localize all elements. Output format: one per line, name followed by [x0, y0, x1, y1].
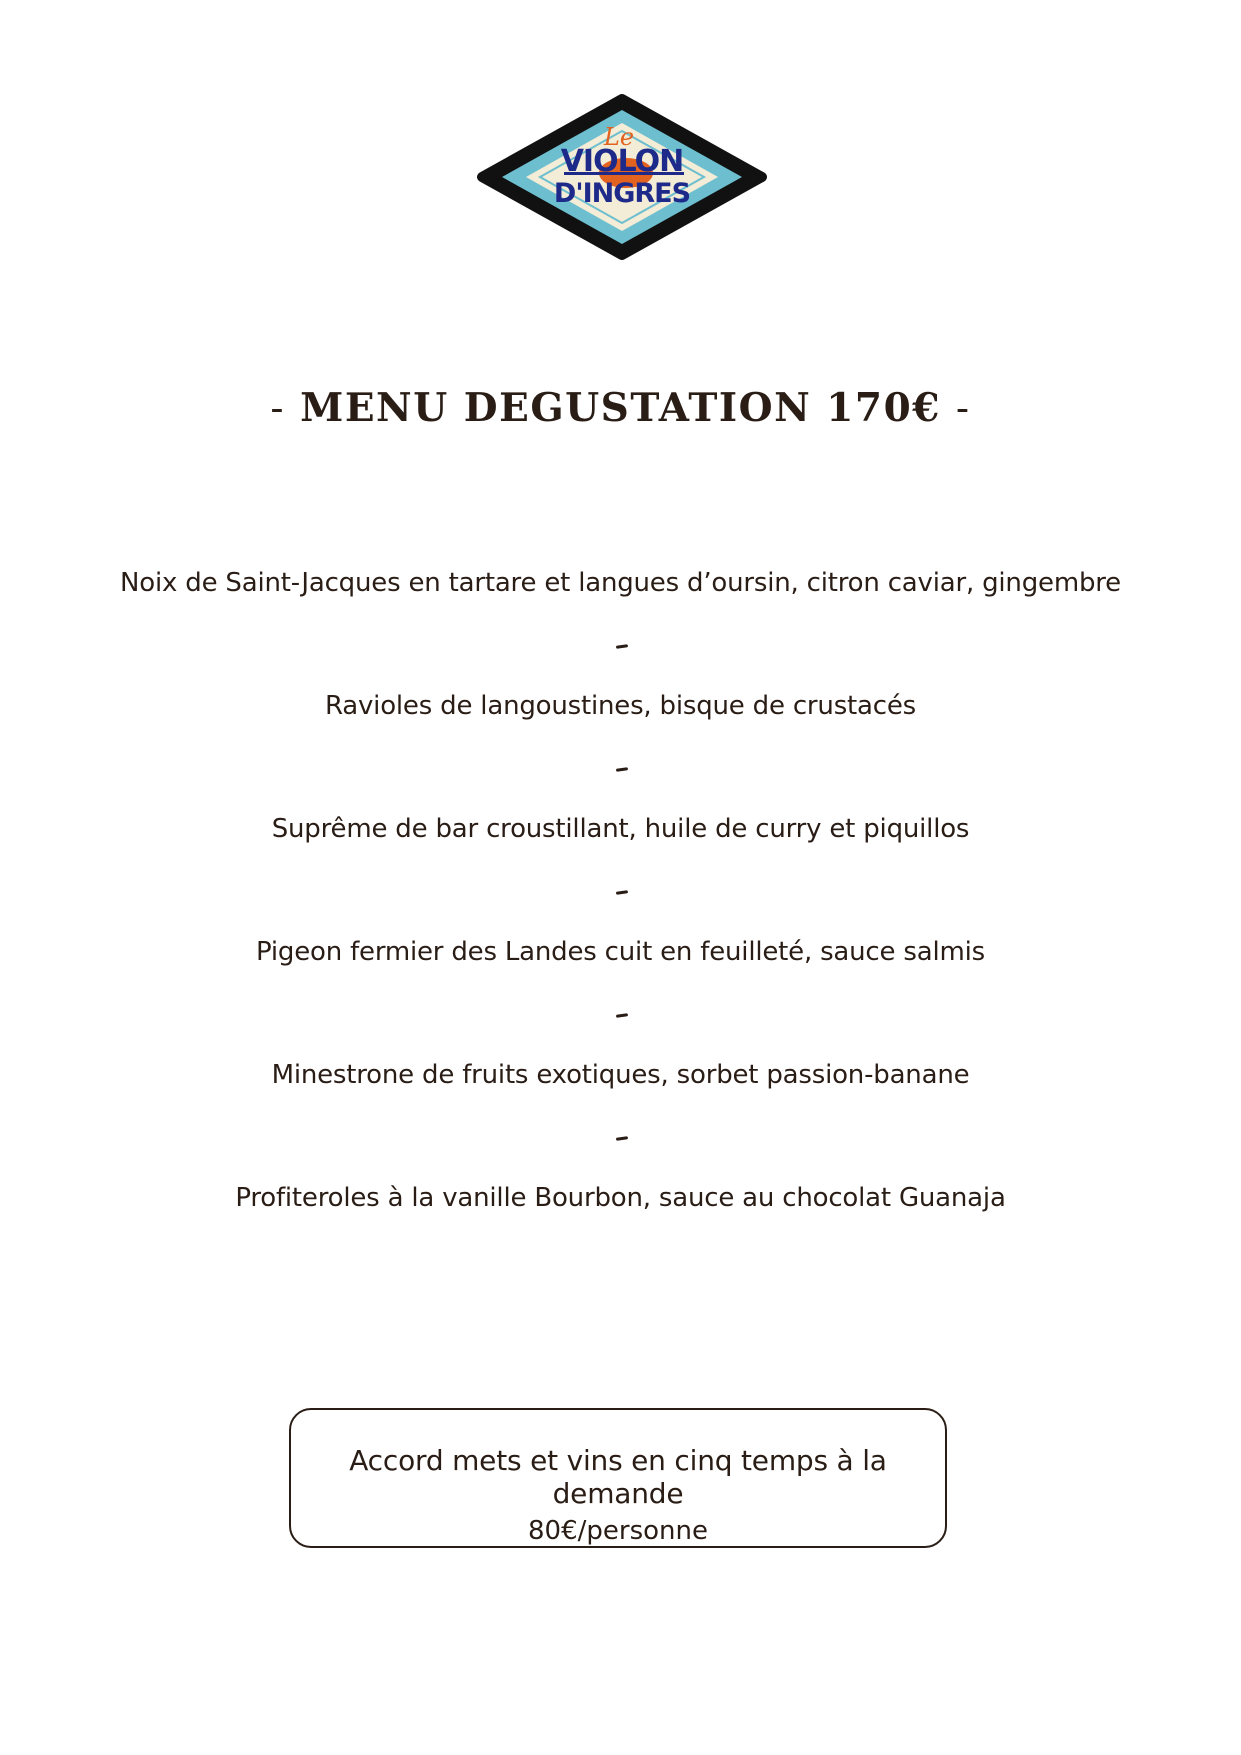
wine-pairing-title: Accord mets et vins en cinq temps à la demande — [349, 1444, 887, 1510]
restaurant-logo — [476, 93, 768, 261]
course-separator — [0, 740, 1241, 801]
course-item: Pigeon fermier des Landes cuit en feuilleté, sauce salmis — [255, 937, 985, 967]
title-dash-right: - — [955, 386, 971, 431]
course-separator — [0, 986, 1241, 1047]
course-item: Suprême de bar croustillant, huile de curry et piquillos — [271, 814, 970, 844]
course-separator — [0, 1109, 1241, 1170]
wine-pairing-box — [289, 1408, 947, 1548]
logo-text-dingres: D'INGRES — [553, 178, 691, 209]
course-separator — [0, 617, 1241, 678]
menu-title — [0, 385, 1241, 431]
course-item: Ravioles de langoustines, bisque de crustacés — [324, 691, 917, 721]
course-list — [0, 555, 1241, 1232]
menu-title-text: MENU DEGUSTATION 170€ — [300, 385, 941, 431]
logo-text-le: Le — [603, 123, 635, 151]
wine-pairing-price: 80€/personne — [528, 1516, 708, 1546]
course-item: Noix de Saint-Jacques en tartare et langues d’oursin, citron caviar, gingembre — [120, 568, 1121, 598]
logo-text-violon: VIOLON — [560, 144, 684, 179]
course-item: Minestrone de fruits exotiques, sorbet passion-banane — [271, 1060, 970, 1090]
title-dash-left: - — [270, 386, 286, 431]
course-item: Profiteroles à la vanille Bourbon, sauce au chocolat Guanaja — [235, 1183, 1006, 1213]
course-separator — [0, 863, 1241, 924]
